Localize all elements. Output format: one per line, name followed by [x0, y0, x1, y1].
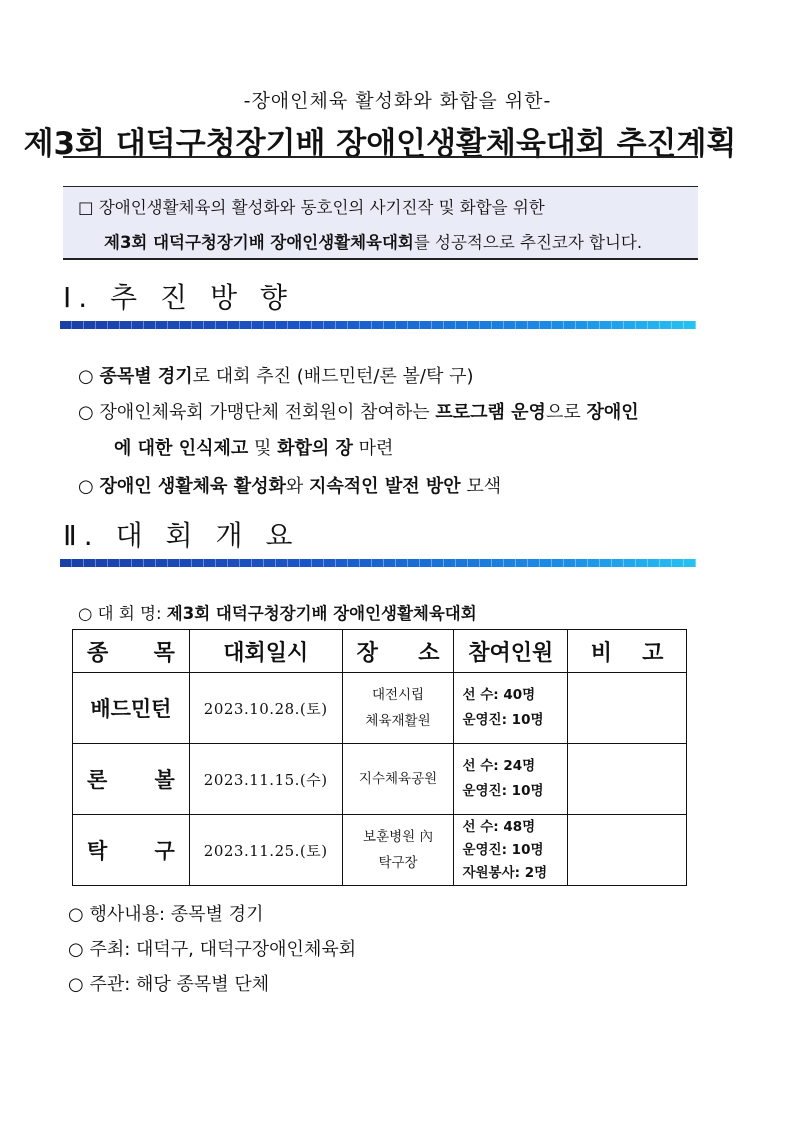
event-name-label: 대 회 명:: [97, 604, 162, 623]
overview-item-content: [68, 900, 263, 926]
event-name-value: 제3회 대덕구청장기배 장애인생활체육대회: [166, 604, 477, 623]
cell-place: 대전시립 체육재활원: [342, 673, 454, 744]
summary-event-name: 제3회 대덕구청장기배 장애인생활체육대회: [104, 233, 414, 252]
summary-line-2: [104, 229, 642, 253]
table-row: [73, 744, 687, 815]
table-row: [73, 815, 687, 886]
document-subtitle: -장애인체육 활성화와 화합을 위한-: [243, 90, 552, 112]
bold-text: 장애인 생활체육 활성화: [99, 476, 286, 497]
circle-bullet-icon: ○: [68, 939, 84, 960]
summary-text-2: 를 성공적으로 추진코자 합니다.: [413, 233, 643, 252]
cell-place: 지수체육공원: [342, 744, 454, 815]
overview-item-host: [68, 935, 356, 961]
text: 및: [248, 438, 278, 459]
header-category: 종 목: [73, 630, 190, 673]
event-schedule-table: [72, 629, 687, 886]
circle-bullet-icon: ○: [78, 604, 93, 623]
section-divider-bar: [60, 559, 696, 567]
text: 으로: [545, 402, 587, 423]
bold-text: 종목별 경기: [99, 366, 193, 387]
cell-date: 2023.10.28.(토): [189, 673, 342, 744]
cell-note: [568, 744, 687, 815]
text: 주관: 해당 종목별 단체: [89, 974, 270, 995]
circle-bullet-icon: ○: [68, 974, 84, 995]
section-heading-overview: Ⅱ. 대 회 개 요: [63, 519, 300, 552]
summary-line-1: [78, 194, 545, 218]
event-name-line: [78, 600, 477, 624]
table-row: [73, 673, 687, 744]
direction-item-3: [78, 472, 501, 498]
circle-bullet-icon: ○: [78, 402, 94, 423]
table-header-row: [73, 630, 687, 673]
text: 행사내용: 종목별 경기: [89, 904, 264, 925]
header-note: 비 고: [568, 630, 687, 673]
summary-text-1: 장애인생활체육의 활성화와 동호인의 사기진작 및 화합을 위한: [98, 198, 545, 217]
direction-item-2-cont: [114, 434, 393, 460]
header-participants: 참여인원: [454, 630, 568, 673]
cell-category: 탁 구: [73, 815, 190, 886]
bold-text: 지속적인 발전 방안: [309, 476, 461, 497]
overview-item-organizer: [68, 970, 269, 996]
text: 주최: 대덕구, 대덕구장애인체육회: [89, 939, 357, 960]
header-date: 대회일시: [189, 630, 342, 673]
cell-participants: 선 수: 48명 운영진: 10명 자원봉사: 2명: [454, 815, 568, 886]
cell-category: 론 볼: [73, 744, 190, 815]
cell-participants: 선 수: 24명 운영진: 10명: [454, 744, 568, 815]
section-heading-direction: Ⅰ. 추 진 방 향: [63, 281, 294, 314]
text: 마련: [352, 438, 394, 459]
circle-bullet-icon: ○: [68, 904, 84, 925]
cell-date: 2023.11.25.(토): [189, 815, 342, 886]
cell-note: [568, 815, 687, 886]
cell-category: 배드민턴: [73, 673, 190, 744]
direction-item-1: [78, 362, 474, 388]
bold-text: 프로그램 운영: [435, 402, 546, 423]
cell-participants: 선 수: 40명 운영진: 10명: [454, 673, 568, 744]
cell-note: [568, 673, 687, 744]
text: 로 대회 추진 (배드민턴/론 볼/탁 구): [192, 366, 474, 387]
header-place: 장 소: [342, 630, 454, 673]
text: 장애인체육회 가맹단체 전회원이 참여하는: [99, 402, 436, 423]
circle-bullet-icon: ○: [78, 366, 94, 387]
document-title: 제3회 대덕구청장기배 장애인생활체육대회 추진계획: [23, 126, 737, 162]
circle-bullet-icon: ○: [78, 476, 94, 497]
cell-place: 보훈병원 內 탁구장: [342, 815, 454, 886]
title-underline: [63, 156, 698, 158]
cell-date: 2023.11.15.(수): [189, 744, 342, 815]
direction-item-2: [78, 398, 639, 424]
checkbox-icon: □: [78, 198, 94, 217]
bold-text: 장애인: [586, 402, 639, 423]
text: 모색: [460, 476, 502, 497]
text: 와: [285, 476, 309, 497]
bold-text: 에 대한 인식제고: [114, 438, 249, 459]
section-divider-bar: [60, 321, 696, 329]
bold-text: 화합의 장: [277, 438, 353, 459]
